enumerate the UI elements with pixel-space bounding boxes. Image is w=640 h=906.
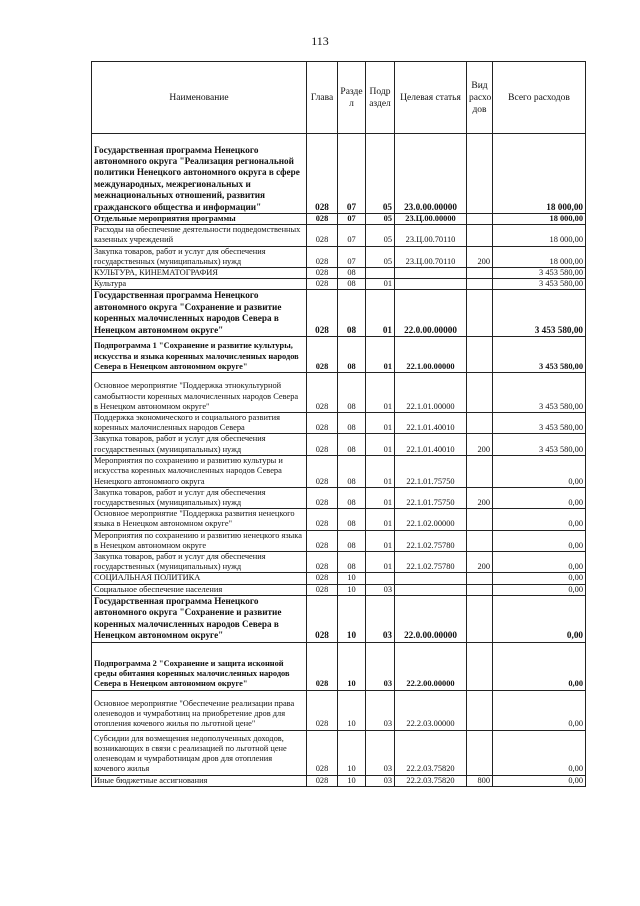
cell-podrazdel: 01 [366,487,395,508]
cell-glava: 028 [307,690,338,730]
cell-razdel: 08 [338,279,366,290]
cell-vid [467,690,493,730]
cell-name: Отдельные мероприятия программы [92,214,307,225]
cell-vid [467,268,493,279]
cell-name: Подпрограмма 2 "Сохранение и защита исконной среды обитания коренных малочисленных народов Севера в Ненецком автономном округе" [92,642,307,690]
cell-target: 22.1.01.00000 [395,373,467,413]
cell-name: Мероприятия по сохранению и развитию культуры и искусства коренных малочисленных народов Севера Ненецкого автономного округа [92,455,307,487]
table-row [92,413,586,434]
cell-vid: 200 [467,552,493,573]
cell-vid: 200 [467,246,493,267]
cell-glava: 028 [307,290,338,337]
cell-vid: 200 [467,487,493,508]
cell-podrazdel: 03 [366,690,395,730]
cell-total: 0,00 [493,584,586,595]
cell-vid: 200 [467,434,493,455]
cell-total: 3 453 580,00 [493,373,586,413]
header-vid: Вид расхо дов [467,62,493,134]
table-row [92,268,586,279]
cell-target: 22.1.01.75750 [395,455,467,487]
cell-glava: 028 [307,373,338,413]
table-row [92,434,586,455]
cell-target [395,573,467,584]
cell-vid [467,455,493,487]
cell-podrazdel: 01 [366,290,395,337]
cell-razdel: 08 [338,290,366,337]
cell-razdel: 07 [338,225,366,246]
cell-target: 22.1.01.40010 [395,413,467,434]
cell-name: Закупка товаров, работ и услуг для обеспечения государственных (муниципальных) нужд [92,487,307,508]
cell-total: 0,00 [493,530,586,551]
cell-podrazdel: 01 [366,509,395,530]
cell-glava: 028 [307,268,338,279]
cell-total: 18 000,00 [493,225,586,246]
cell-total: 0,00 [493,642,586,690]
cell-glava: 028 [307,642,338,690]
cell-vid [467,290,493,337]
cell-target: 22.1.00.00000 [395,337,467,373]
table-row [92,279,586,290]
cell-razdel: 08 [338,509,366,530]
header-total: Всего расходов [493,62,586,134]
cell-name: Поддержка экономического и социального развития коренных малочисленных народов Севера [92,413,307,434]
cell-total: 3 453 580,00 [493,413,586,434]
cell-glava: 028 [307,730,338,775]
cell-razdel: 07 [338,134,366,214]
table-row [92,509,586,530]
cell-name: Основное мероприятие "Поддержка этнокультурной самобытности коренных малочисленных народов Севера в Ненецком автономном округе" [92,373,307,413]
cell-name: СОЦИАЛЬНАЯ ПОЛИТИКА [92,573,307,584]
table-row [92,775,586,786]
cell-podrazdel: 01 [366,530,395,551]
cell-glava: 028 [307,225,338,246]
cell-glava: 028 [307,434,338,455]
cell-target: 22.2.03.75820 [395,775,467,786]
cell-razdel: 08 [338,487,366,508]
cell-total: 0,00 [493,690,586,730]
cell-podrazdel: 05 [366,214,395,225]
cell-razdel: 10 [338,775,366,786]
cell-razdel: 08 [338,434,366,455]
cell-vid [467,373,493,413]
cell-glava: 028 [307,530,338,551]
cell-total: 0,00 [493,552,586,573]
budget-table [91,61,586,787]
cell-target: 22.1.02.75780 [395,552,467,573]
cell-glava: 028 [307,552,338,573]
cell-podrazdel: 01 [366,279,395,290]
cell-vid [467,642,493,690]
table-body [92,134,586,787]
header-name: Наименование [92,62,307,134]
cell-total: 0,00 [493,509,586,530]
cell-vid [467,225,493,246]
cell-podrazdel: 03 [366,642,395,690]
table-row [92,373,586,413]
cell-target: 22.2.03.75820 [395,730,467,775]
cell-name: Основное мероприятие "Поддержка развития ненецкого языка в Ненецком автономном округе" [92,509,307,530]
cell-vid [467,214,493,225]
header-row [92,62,586,134]
cell-glava: 028 [307,509,338,530]
cell-name: Субсидии для возмещения недополученных доходов, возникающих в связи с реализацией по льготной цене оленеводам и чумработницам дров для отопления кочевого жилья [92,730,307,775]
cell-razdel: 07 [338,246,366,267]
table-row [92,246,586,267]
cell-podrazdel: 03 [366,730,395,775]
cell-target: 22.2.03.00000 [395,690,467,730]
cell-name: Расходы на обеспечение деятельности подведомственных казенных учреждений [92,225,307,246]
cell-glava: 028 [307,337,338,373]
cell-name: Социальное обеспечение населения [92,584,307,595]
cell-total: 3 453 580,00 [493,290,586,337]
cell-target [395,268,467,279]
cell-vid [467,730,493,775]
cell-vid [467,337,493,373]
cell-name: Мероприятия по сохранению и развитию ненецкого языка в Ненецком автономном округе [92,530,307,551]
cell-razdel: 08 [338,268,366,279]
cell-total: 18 000,00 [493,214,586,225]
cell-total: 3 453 580,00 [493,268,586,279]
cell-podrazdel: 05 [366,134,395,214]
cell-razdel: 10 [338,730,366,775]
table-row [92,595,586,642]
cell-target: 23.Ц.00.70110 [395,225,467,246]
cell-target: 22.0.00.00000 [395,290,467,337]
cell-name: Государственная программа Ненецкого автономного округа "Реализация региональной политики Ненецкого автономного округа в сфере международных, межрегиональных и межнациональных отношений, развития гражданского общества и информации" [92,134,307,214]
cell-vid [467,573,493,584]
cell-glava: 028 [307,413,338,434]
cell-name: Закупка товаров, работ и услуг для обеспечения государственных (муниципальных) нужд [92,552,307,573]
table-row [92,530,586,551]
cell-total: 18 000,00 [493,246,586,267]
cell-razdel: 08 [338,413,366,434]
table-row [92,690,586,730]
header-glava: Глава [307,62,338,134]
cell-total: 3 453 580,00 [493,337,586,373]
cell-vid [467,134,493,214]
cell-vid [467,413,493,434]
cell-target: 23.Ц.00.00000 [395,214,467,225]
cell-target: 22.1.01.40010 [395,434,467,455]
cell-glava: 028 [307,487,338,508]
cell-total: 18 000,00 [493,134,586,214]
cell-razdel: 08 [338,530,366,551]
cell-name: Закупка товаров, работ и услуг для обеспечения государственных (муниципальных) нужд [92,246,307,267]
cell-podrazdel: 01 [366,552,395,573]
table-row [92,337,586,373]
cell-glava: 028 [307,214,338,225]
table-row [92,455,586,487]
cell-target: 22.0.00.00000 [395,595,467,642]
cell-target: 22.1.02.00000 [395,509,467,530]
cell-glava: 028 [307,134,338,214]
cell-glava: 028 [307,246,338,267]
cell-razdel: 10 [338,573,366,584]
table-row [92,552,586,573]
cell-vid: 800 [467,775,493,786]
cell-podrazdel [366,573,395,584]
table-row [92,730,586,775]
table-row [92,642,586,690]
cell-glava: 028 [307,584,338,595]
cell-podrazdel: 01 [366,413,395,434]
table-row [92,214,586,225]
cell-vid [467,584,493,595]
cell-total: 3 453 580,00 [493,279,586,290]
cell-name: Подпрограмма 1 "Сохранение и развитие культуры, искусства и языка коренных малочисленных народов Севера в Ненецком автономном округе" [92,337,307,373]
cell-razdel: 10 [338,690,366,730]
cell-target: 22.1.02.75780 [395,530,467,551]
cell-podrazdel: 03 [366,584,395,595]
cell-name: Иные бюджетные ассигнования [92,775,307,786]
table-row [92,290,586,337]
header-podrazdel: Подр аздел [366,62,395,134]
cell-target: 23.0.00.00000 [395,134,467,214]
cell-razdel: 10 [338,642,366,690]
cell-vid [467,509,493,530]
cell-total: 0,00 [493,595,586,642]
cell-razdel: 08 [338,552,366,573]
cell-total: 0,00 [493,455,586,487]
cell-glava: 028 [307,573,338,584]
cell-podrazdel: 01 [366,434,395,455]
cell-name: Культура [92,279,307,290]
cell-name: КУЛЬТУРА, КИНЕМАТОГРАФИЯ [92,268,307,279]
cell-razdel: 08 [338,337,366,373]
cell-total: 3 453 580,00 [493,434,586,455]
cell-glava: 028 [307,595,338,642]
cell-name: Закупка товаров, работ и услуг для обеспечения государственных (муниципальных) нужд [92,434,307,455]
cell-vid [467,530,493,551]
table-row [92,487,586,508]
cell-podrazdel: 03 [366,595,395,642]
cell-razdel: 08 [338,455,366,487]
cell-razdel: 10 [338,595,366,642]
cell-razdel: 10 [338,584,366,595]
cell-podrazdel: 05 [366,225,395,246]
cell-podrazdel [366,268,395,279]
cell-target [395,279,467,290]
cell-name: Государственная программа Ненецкого автономного округа "Сохранение и развитие коренных малочисленных народов Севера в Ненецком автономном округе" [92,290,307,337]
header-razdel: Разде л [338,62,366,134]
cell-total: 0,00 [493,487,586,508]
table-row [92,134,586,214]
cell-podrazdel: 01 [366,455,395,487]
cell-target: 23.Ц.00.70110 [395,246,467,267]
cell-podrazdel: 05 [366,246,395,267]
cell-vid [467,595,493,642]
table-row [92,573,586,584]
cell-target [395,584,467,595]
cell-razdel: 07 [338,214,366,225]
cell-total: 0,00 [493,775,586,786]
cell-vid [467,279,493,290]
cell-podrazdel: 01 [366,337,395,373]
cell-name: Государственная программа Ненецкого автономного округа "Сохранение и развитие коренных малочисленных народов Севера в Ненецком автономном округе" [92,595,307,642]
cell-razdel: 08 [338,373,366,413]
cell-podrazdel: 01 [366,373,395,413]
cell-podrazdel: 03 [366,775,395,786]
header-target: Целевая статья [395,62,467,134]
page-number: 113 [311,34,329,48]
cell-total: 0,00 [493,573,586,584]
cell-target: 22.2.00.00000 [395,642,467,690]
table-row [92,225,586,246]
cell-glava: 028 [307,455,338,487]
cell-target: 22.1.01.75750 [395,487,467,508]
cell-total: 0,00 [493,730,586,775]
cell-glava: 028 [307,279,338,290]
cell-glava: 028 [307,775,338,786]
table-row [92,584,586,595]
cell-name: Основное мероприятие "Обеспечение реализации права оленеводов и чумработниц на приобретение дров для отопления кочевого жилья по льготной цене" [92,690,307,730]
